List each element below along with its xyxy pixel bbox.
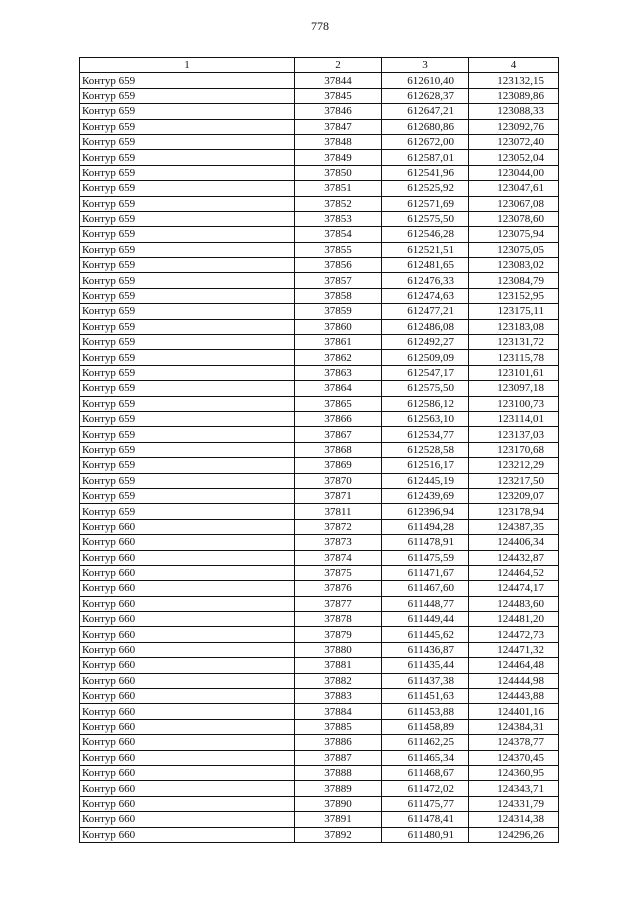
- point-number-cell: 37875: [295, 565, 382, 580]
- table-row: [80, 750, 559, 765]
- table-row: [80, 504, 559, 519]
- contour-name-cell: Контур 659: [80, 504, 295, 519]
- x-coordinate-cell: 612474,63: [382, 288, 469, 303]
- table-row: [80, 104, 559, 119]
- x-coordinate-cell: 612575,50: [382, 381, 469, 396]
- y-coordinate-cell: 123152,95: [469, 288, 559, 303]
- y-coordinate-cell: 124471,32: [469, 642, 559, 657]
- y-coordinate-cell: 123044,00: [469, 165, 559, 180]
- point-number-cell: 37882: [295, 673, 382, 688]
- point-number-cell: 37872: [295, 519, 382, 534]
- x-coordinate-cell: 612396,94: [382, 504, 469, 519]
- contour-name-cell: Контур 660: [80, 642, 295, 657]
- table-row: [80, 196, 559, 211]
- contour-name-cell: Контур 659: [80, 442, 295, 457]
- y-coordinate-cell: 123170,68: [469, 442, 559, 457]
- y-coordinate-cell: 123088,33: [469, 104, 559, 119]
- contour-name-cell: Контур 660: [80, 812, 295, 827]
- y-coordinate-cell: 123183,08: [469, 319, 559, 334]
- table-row: [80, 442, 559, 457]
- x-coordinate-cell: 612481,65: [382, 258, 469, 273]
- point-number-cell: 37889: [295, 781, 382, 796]
- point-number-cell: 37890: [295, 796, 382, 811]
- point-number-cell: 37887: [295, 750, 382, 765]
- table-row: [80, 642, 559, 657]
- table-row: [80, 627, 559, 642]
- point-number-cell: 37861: [295, 335, 382, 350]
- point-number-cell: 37869: [295, 458, 382, 473]
- point-number-cell: 37811: [295, 504, 382, 519]
- table-row: [80, 396, 559, 411]
- point-number-cell: 37879: [295, 627, 382, 642]
- column-header: 3: [382, 58, 469, 73]
- x-coordinate-cell: 612563,10: [382, 411, 469, 426]
- contour-name-cell: Контур 659: [80, 288, 295, 303]
- contour-name-cell: Контур 659: [80, 365, 295, 380]
- table-row: [80, 288, 559, 303]
- table-row: [80, 458, 559, 473]
- point-number-cell: 37880: [295, 642, 382, 657]
- x-coordinate-cell: 611453,88: [382, 704, 469, 719]
- table-row: [80, 596, 559, 611]
- x-coordinate-cell: 612647,21: [382, 104, 469, 119]
- contour-name-cell: Контур 660: [80, 781, 295, 796]
- contour-name-cell: Контур 659: [80, 381, 295, 396]
- contour-name-cell: Контур 659: [80, 427, 295, 442]
- contour-name-cell: Контур 660: [80, 565, 295, 580]
- table-header-row: [80, 58, 559, 73]
- contour-name-cell: Контур 660: [80, 827, 295, 842]
- point-number-cell: 37854: [295, 227, 382, 242]
- table-row: [80, 73, 559, 88]
- contour-name-cell: Контур 659: [80, 273, 295, 288]
- contour-name-cell: Контур 660: [80, 581, 295, 596]
- y-coordinate-cell: 123217,50: [469, 473, 559, 488]
- point-number-cell: 37883: [295, 689, 382, 704]
- y-coordinate-cell: 124443,88: [469, 689, 559, 704]
- contour-name-cell: Контур 659: [80, 473, 295, 488]
- y-coordinate-cell: 123115,78: [469, 350, 559, 365]
- table-row: [80, 134, 559, 149]
- x-coordinate-cell: 612672,00: [382, 134, 469, 149]
- contour-name-cell: Контур 659: [80, 165, 295, 180]
- contour-name-cell: Контур 660: [80, 735, 295, 750]
- table-row: [80, 427, 559, 442]
- table-row: [80, 319, 559, 334]
- point-number-cell: 37846: [295, 104, 382, 119]
- point-number-cell: 37844: [295, 73, 382, 88]
- contour-name-cell: Контур 659: [80, 258, 295, 273]
- contour-name-cell: Контур 660: [80, 658, 295, 673]
- y-coordinate-cell: 124401,16: [469, 704, 559, 719]
- point-number-cell: 37876: [295, 581, 382, 596]
- x-coordinate-cell: 611480,91: [382, 827, 469, 842]
- point-number-cell: 37886: [295, 735, 382, 750]
- y-coordinate-cell: 124464,52: [469, 565, 559, 580]
- x-coordinate-cell: 611478,41: [382, 812, 469, 827]
- y-coordinate-cell: 123209,07: [469, 488, 559, 503]
- x-coordinate-cell: 611472,02: [382, 781, 469, 796]
- contour-name-cell: Контур 660: [80, 612, 295, 627]
- x-coordinate-cell: 612534,77: [382, 427, 469, 442]
- x-coordinate-cell: 612439,69: [382, 488, 469, 503]
- contour-name-cell: Контур 659: [80, 104, 295, 119]
- x-coordinate-cell: 611458,89: [382, 719, 469, 734]
- point-number-cell: 37884: [295, 704, 382, 719]
- x-coordinate-cell: 611445,62: [382, 627, 469, 642]
- point-number-cell: 37878: [295, 612, 382, 627]
- x-coordinate-cell: 612586,12: [382, 396, 469, 411]
- x-coordinate-cell: 612486,08: [382, 319, 469, 334]
- point-number-cell: 37857: [295, 273, 382, 288]
- table-row: [80, 765, 559, 780]
- x-coordinate-cell: 612575,50: [382, 211, 469, 226]
- table-row: [80, 150, 559, 165]
- y-coordinate-cell: 123092,76: [469, 119, 559, 134]
- table-row: [80, 735, 559, 750]
- x-coordinate-cell: 611437,38: [382, 673, 469, 688]
- table-row: [80, 827, 559, 842]
- table-row: [80, 581, 559, 596]
- y-coordinate-cell: 124384,31: [469, 719, 559, 734]
- y-coordinate-cell: 123075,94: [469, 227, 559, 242]
- contour-name-cell: Контур 660: [80, 550, 295, 565]
- point-number-cell: 37873: [295, 535, 382, 550]
- table-row: [80, 242, 559, 257]
- x-coordinate-cell: 611451,63: [382, 689, 469, 704]
- y-coordinate-cell: 123212,29: [469, 458, 559, 473]
- point-number-cell: 37845: [295, 88, 382, 103]
- y-coordinate-cell: 123072,40: [469, 134, 559, 149]
- point-number-cell: 37870: [295, 473, 382, 488]
- y-coordinate-cell: 123052,04: [469, 150, 559, 165]
- y-coordinate-cell: 124483,60: [469, 596, 559, 611]
- contour-name-cell: Контур 659: [80, 227, 295, 242]
- contour-name-cell: Контур 659: [80, 488, 295, 503]
- point-number-cell: 37849: [295, 150, 382, 165]
- point-number-cell: 37888: [295, 765, 382, 780]
- contour-name-cell: Контур 659: [80, 242, 295, 257]
- y-coordinate-cell: 124474,17: [469, 581, 559, 596]
- table-row: [80, 473, 559, 488]
- y-coordinate-cell: 123083,02: [469, 258, 559, 273]
- contour-name-cell: Контур 660: [80, 627, 295, 642]
- table-row: [80, 796, 559, 811]
- table-row: [80, 165, 559, 180]
- x-coordinate-cell: 612628,37: [382, 88, 469, 103]
- y-coordinate-cell: 123097,18: [469, 381, 559, 396]
- table-row: [80, 119, 559, 134]
- x-coordinate-cell: 612525,92: [382, 181, 469, 196]
- y-coordinate-cell: 124343,71: [469, 781, 559, 796]
- y-coordinate-cell: 124331,79: [469, 796, 559, 811]
- contour-name-cell: Контур 659: [80, 304, 295, 319]
- x-coordinate-cell: 611475,77: [382, 796, 469, 811]
- point-number-cell: 37855: [295, 242, 382, 257]
- x-coordinate-cell: 611465,34: [382, 750, 469, 765]
- point-number-cell: 37848: [295, 134, 382, 149]
- table-row: [80, 273, 559, 288]
- table-row: [80, 565, 559, 580]
- point-number-cell: 37856: [295, 258, 382, 273]
- point-number-cell: 37851: [295, 181, 382, 196]
- point-number-cell: 37859: [295, 304, 382, 319]
- table-row: [80, 719, 559, 734]
- contour-name-cell: Контур 660: [80, 535, 295, 550]
- contour-name-cell: Контур 659: [80, 73, 295, 88]
- point-number-cell: 37862: [295, 350, 382, 365]
- contour-name-cell: Контур 659: [80, 211, 295, 226]
- contour-name-cell: Контур 659: [80, 350, 295, 365]
- y-coordinate-cell: 123175,11: [469, 304, 559, 319]
- table-row: [80, 535, 559, 550]
- point-number-cell: 37847: [295, 119, 382, 134]
- x-coordinate-cell: 612445,19: [382, 473, 469, 488]
- x-coordinate-cell: 612476,33: [382, 273, 469, 288]
- x-coordinate-cell: 612541,96: [382, 165, 469, 180]
- point-number-cell: 37866: [295, 411, 382, 426]
- x-coordinate-cell: 612571,69: [382, 196, 469, 211]
- table-row: [80, 781, 559, 796]
- y-coordinate-cell: 123101,61: [469, 365, 559, 380]
- page-number: 778: [311, 19, 329, 33]
- contour-name-cell: Контур 659: [80, 119, 295, 134]
- point-number-cell: 37863: [295, 365, 382, 380]
- contour-name-cell: Контур 659: [80, 396, 295, 411]
- table-row: [80, 658, 559, 673]
- point-number-cell: 37858: [295, 288, 382, 303]
- point-number-cell: 37865: [295, 396, 382, 411]
- y-coordinate-cell: 124378,77: [469, 735, 559, 750]
- table-row: [80, 612, 559, 627]
- contour-name-cell: Контур 660: [80, 596, 295, 611]
- x-coordinate-cell: 611462,25: [382, 735, 469, 750]
- contour-name-cell: Контур 660: [80, 796, 295, 811]
- table-row: [80, 689, 559, 704]
- table-row: [80, 550, 559, 565]
- contour-name-cell: Контур 660: [80, 689, 295, 704]
- y-coordinate-cell: 123075,05: [469, 242, 559, 257]
- point-number-cell: 37850: [295, 165, 382, 180]
- x-coordinate-cell: 612528,58: [382, 442, 469, 457]
- column-header: 1: [80, 58, 295, 73]
- y-coordinate-cell: 124360,95: [469, 765, 559, 780]
- x-coordinate-cell: 612521,51: [382, 242, 469, 257]
- point-number-cell: 37860: [295, 319, 382, 334]
- contour-name-cell: Контур 660: [80, 704, 295, 719]
- column-header: 2: [295, 58, 382, 73]
- table-row: [80, 365, 559, 380]
- y-coordinate-cell: 124481,20: [469, 612, 559, 627]
- table-row: [80, 519, 559, 534]
- table-row: [80, 704, 559, 719]
- x-coordinate-cell: 611449,44: [382, 612, 469, 627]
- table-row: [80, 812, 559, 827]
- contour-name-cell: Контур 659: [80, 411, 295, 426]
- table-row: [80, 88, 559, 103]
- contour-name-cell: Контур 659: [80, 150, 295, 165]
- table-row: [80, 411, 559, 426]
- table-row: [80, 304, 559, 319]
- x-coordinate-cell: 611494,28: [382, 519, 469, 534]
- y-coordinate-cell: 123047,61: [469, 181, 559, 196]
- point-number-cell: 37881: [295, 658, 382, 673]
- point-number-cell: 37853: [295, 211, 382, 226]
- point-number-cell: 37892: [295, 827, 382, 842]
- x-coordinate-cell: 612547,17: [382, 365, 469, 380]
- contour-name-cell: Контур 659: [80, 88, 295, 103]
- x-coordinate-cell: 611478,91: [382, 535, 469, 550]
- contour-name-cell: Контур 659: [80, 134, 295, 149]
- table-row: [80, 488, 559, 503]
- x-coordinate-cell: 611467,60: [382, 581, 469, 596]
- x-coordinate-cell: 612492,27: [382, 335, 469, 350]
- contour-name-cell: Контур 660: [80, 750, 295, 765]
- x-coordinate-cell: 612477,21: [382, 304, 469, 319]
- table-row: [80, 211, 559, 226]
- table-row: [80, 673, 559, 688]
- x-coordinate-cell: 612516,17: [382, 458, 469, 473]
- y-coordinate-cell: 123089,86: [469, 88, 559, 103]
- y-coordinate-cell: 124406,34: [469, 535, 559, 550]
- x-coordinate-cell: 612509,09: [382, 350, 469, 365]
- x-coordinate-cell: 611471,67: [382, 565, 469, 580]
- contour-name-cell: Контур 660: [80, 519, 295, 534]
- point-number-cell: 37864: [295, 381, 382, 396]
- point-number-cell: 37868: [295, 442, 382, 457]
- contour-name-cell: Контур 659: [80, 458, 295, 473]
- point-number-cell: 37867: [295, 427, 382, 442]
- y-coordinate-cell: 124370,45: [469, 750, 559, 765]
- contour-name-cell: Контур 659: [80, 319, 295, 334]
- table-row: [80, 258, 559, 273]
- point-number-cell: 37891: [295, 812, 382, 827]
- contour-name-cell: Контур 659: [80, 335, 295, 350]
- contour-name-cell: Контур 659: [80, 181, 295, 196]
- table-row: [80, 335, 559, 350]
- y-coordinate-cell: 124387,35: [469, 519, 559, 534]
- table-row: [80, 381, 559, 396]
- point-number-cell: 37885: [295, 719, 382, 734]
- point-number-cell: 37852: [295, 196, 382, 211]
- table-body: [80, 73, 559, 843]
- x-coordinate-cell: 612610,40: [382, 73, 469, 88]
- contour-name-cell: Контур 659: [80, 196, 295, 211]
- point-number-cell: 37871: [295, 488, 382, 503]
- x-coordinate-cell: 611468,67: [382, 765, 469, 780]
- x-coordinate-cell: 611475,59: [382, 550, 469, 565]
- y-coordinate-cell: 124464,48: [469, 658, 559, 673]
- y-coordinate-cell: 124472,73: [469, 627, 559, 642]
- y-coordinate-cell: 123067,08: [469, 196, 559, 211]
- x-coordinate-cell: 612587,01: [382, 150, 469, 165]
- point-number-cell: 37874: [295, 550, 382, 565]
- y-coordinate-cell: 123131,72: [469, 335, 559, 350]
- y-coordinate-cell: 123132,15: [469, 73, 559, 88]
- table-row: [80, 181, 559, 196]
- column-header: 4: [469, 58, 559, 73]
- x-coordinate-cell: 611436,87: [382, 642, 469, 657]
- y-coordinate-cell: 124314,38: [469, 812, 559, 827]
- x-coordinate-cell: 611435,44: [382, 658, 469, 673]
- y-coordinate-cell: 123178,94: [469, 504, 559, 519]
- table-row: [80, 350, 559, 365]
- y-coordinate-cell: 124444,98: [469, 673, 559, 688]
- table-row: [80, 227, 559, 242]
- y-coordinate-cell: 123084,79: [469, 273, 559, 288]
- point-number-cell: 37877: [295, 596, 382, 611]
- contour-name-cell: Контур 660: [80, 719, 295, 734]
- y-coordinate-cell: 124296,26: [469, 827, 559, 842]
- y-coordinate-cell: 123078,60: [469, 211, 559, 226]
- x-coordinate-cell: 611448,77: [382, 596, 469, 611]
- x-coordinate-cell: 612680,86: [382, 119, 469, 134]
- y-coordinate-cell: 123100,73: [469, 396, 559, 411]
- y-coordinate-cell: 123114,01: [469, 411, 559, 426]
- coordinates-table: [79, 57, 559, 843]
- contour-name-cell: Контур 660: [80, 673, 295, 688]
- y-coordinate-cell: 123137,03: [469, 427, 559, 442]
- contour-name-cell: Контур 660: [80, 765, 295, 780]
- y-coordinate-cell: 124432,87: [469, 550, 559, 565]
- x-coordinate-cell: 612546,28: [382, 227, 469, 242]
